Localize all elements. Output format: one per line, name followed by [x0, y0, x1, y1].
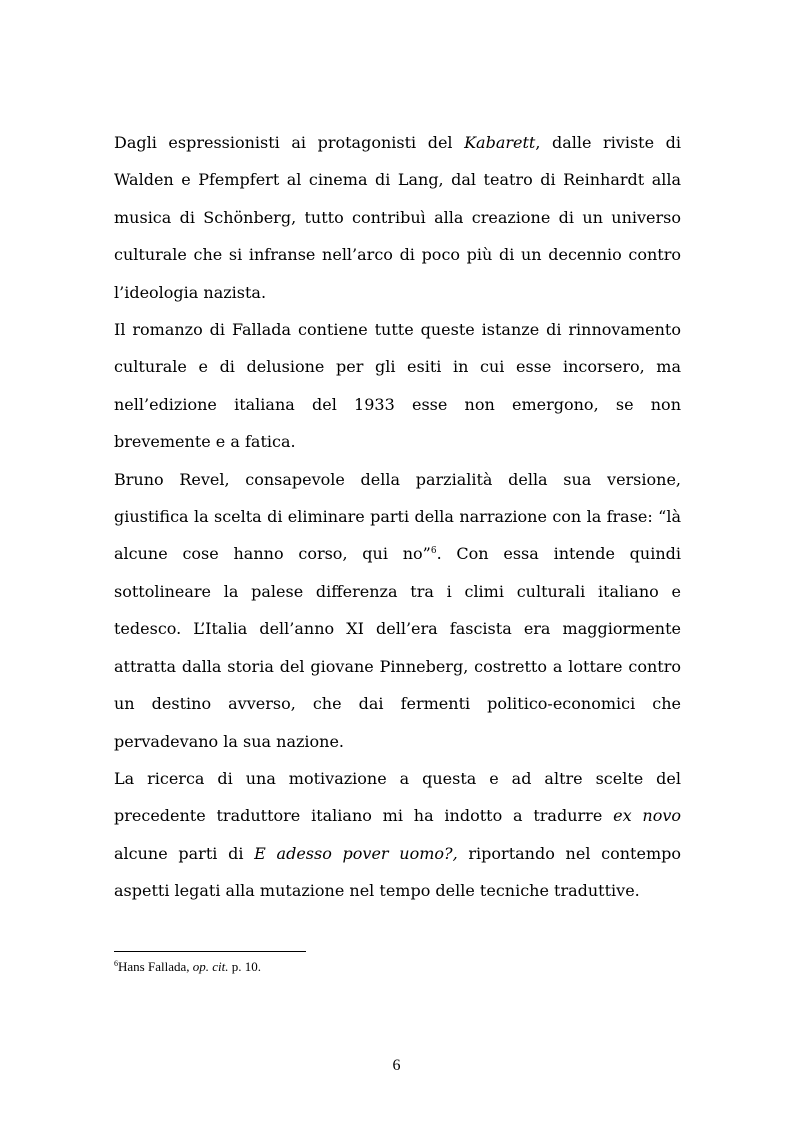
paragraph-4-text-c: alcune parti di — [114, 843, 255, 863]
paragraph-1-italic-term: Kabarett — [464, 133, 536, 152]
paragraph-4 — [114, 760, 681, 910]
paragraph-4-italic-ex-novo: ex novo — [613, 806, 681, 826]
paragraph-4-text-e: riportando nel contempo aspetti legati alla mutazione nel tempo delle tecniche traduttive. — [114, 843, 681, 901]
paragraph-4-text-a: La ricerca di una motivazione a questa e ad altre scelte del precedente traduttore italiano mi ha indotto a tradurre — [114, 768, 681, 826]
paragraph-4-italic-title: E adesso pover uomo?, — [254, 843, 458, 863]
footnote — [114, 959, 261, 975]
footnote-reference[interactable]: 6 — [430, 546, 437, 557]
paragraph-2 — [114, 311, 681, 461]
main-text — [114, 124, 681, 910]
paragraph-1 — [114, 124, 681, 311]
footnote-page: p. 10. — [228, 959, 261, 974]
paragraph-2-text: Il romanzo di Fallada contiene tutte queste istanze di rinnovamento culturale e di delusione per gli esiti in cui esse incorsero, ma nell’edizione italiana del 1933 esse non emergono, se non brevemente e a fatica. — [114, 320, 681, 452]
footnote-author: Hans Fallada, — [118, 959, 193, 974]
page-number: 6 — [392, 1057, 401, 1074]
paragraph-3-text-a: Bruno Revel, consapevole della parzialità della sua versione, giustifica la scelta di eliminare parti della narrazione con la frase: “là alcune cose hanno corso, qui no” — [114, 469, 681, 564]
paragraph-3 — [114, 461, 681, 760]
footnote-work: op. cit. — [192, 959, 229, 974]
paragraph-1-text-a: Dagli espressionisti ai protagonisti del — [114, 133, 465, 152]
footnote-number: 6 — [114, 959, 118, 968]
paragraph-3-text-b: . Con essa intende quindi sottolineare la palese differenza tra i climi culturali italiano e tedesco. L’Italia dell’anno XI dell’era fascista era maggiormente attratta dalla storia del giovane Pinneberg, costretto a lottare contro un destino avverso, che dai fermenti politico-economici che pervadevano la sua nazione. — [114, 544, 682, 751]
paragraph-1-text-c: , dalle riviste di Walden e Pfempfert al cinema di Lang, dal teatro di Reinhardt alla musica di Schönberg, tutto contribuì alla creazione di un universo culturale che si infranse nell’arco di poco più di un decennio contro l’ideologia nazista. — [114, 133, 681, 302]
footnote-separator — [114, 951, 306, 952]
